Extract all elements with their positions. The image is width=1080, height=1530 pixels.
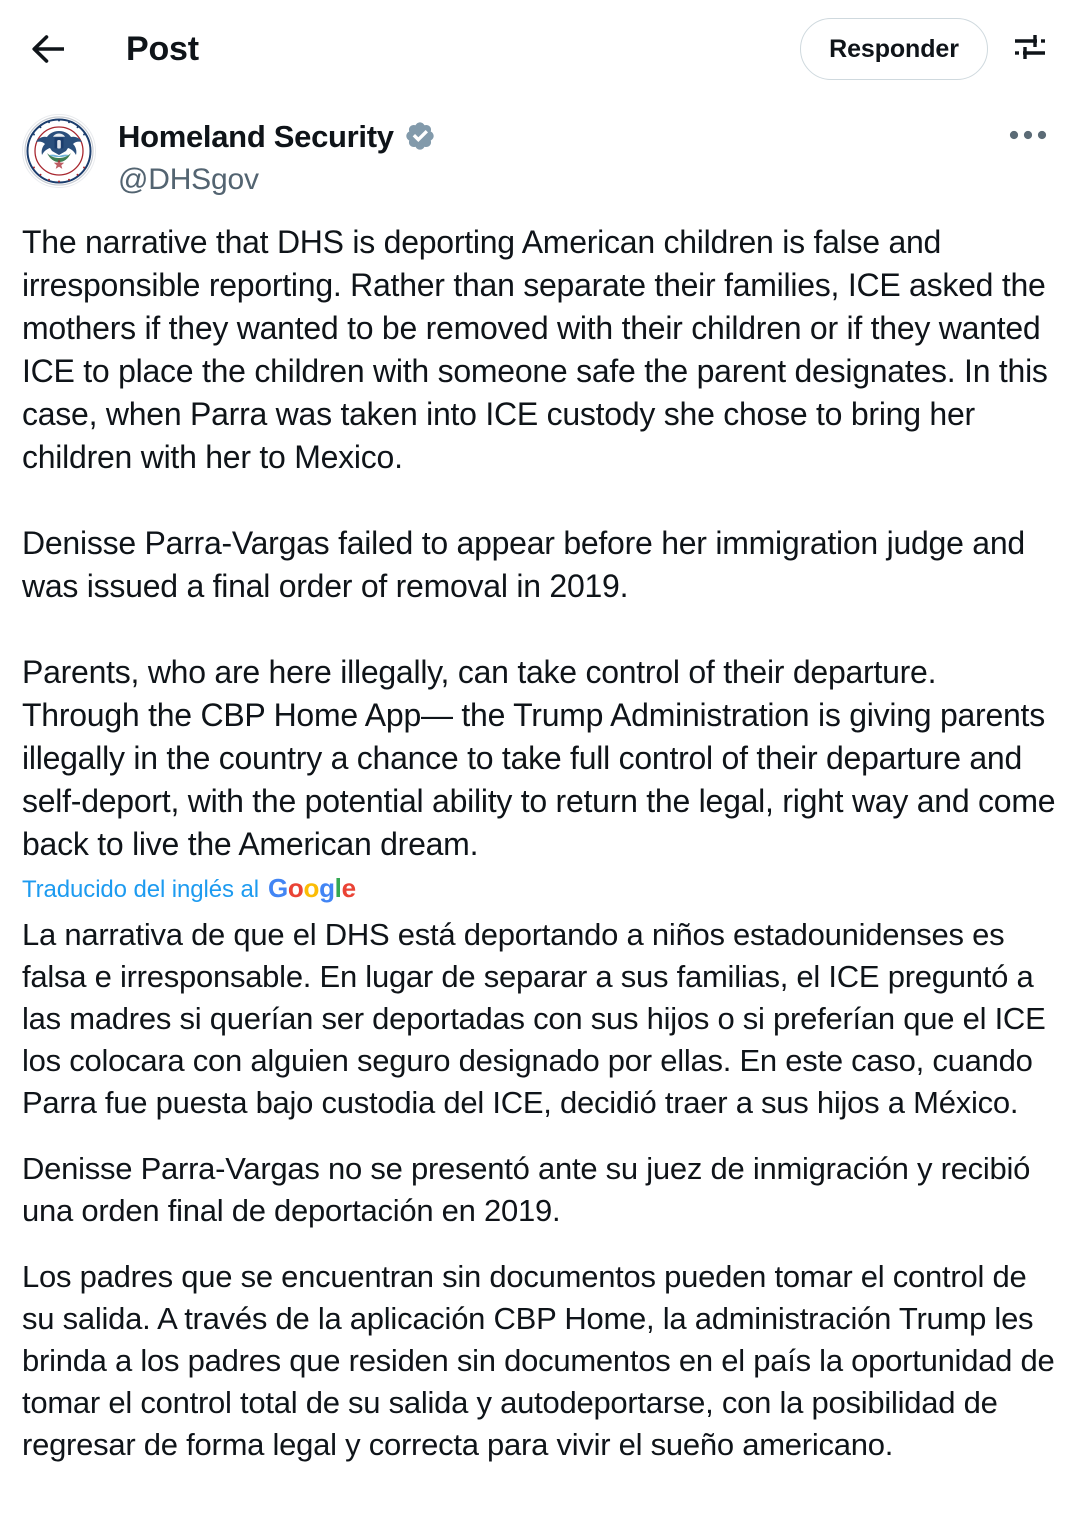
post-container [0,98,1080,1466]
translated-by-label[interactable] [22,872,1058,906]
post-paragraph: Parents, who are here illegally, can take control of their departure. Through the CBP Home App— the Trump Administration is giving parents illegally in the country a chance to take full control of their departure and self-deport, with the potential ability to return the legal, right way and come back to live the American dream. [22,654,1056,862]
google-logo-letter-2: o [303,873,320,903]
verified-badge-icon[interactable] [404,120,436,152]
translated-paragraph: Denisse Parra-Vargas no se presentó ante su juez de inmigración y recibió una orden final de deportación en 2019. [22,1151,1031,1228]
avatar[interactable] [22,114,96,188]
paragraph-gap [22,1232,1058,1256]
sliders-icon [1012,30,1048,69]
more-options-button[interactable] [998,114,1058,160]
google-logo-letter-1: o [287,873,304,903]
top-app-bar [0,0,1080,98]
page-title: Post [126,30,199,68]
translated-label-text: Traducido del inglés al [22,876,259,903]
paragraph-gap [22,608,1058,651]
post-body-translated [22,914,1058,1466]
arrow-left-icon [32,34,66,64]
google-logo-letter-4: l [334,873,342,903]
post-author-header [22,98,1058,195]
google-logo [268,872,356,904]
google-logo-letter-3: g [319,873,335,903]
translated-paragraph: Los padres que se encuentran sin documentos pueden tomar el control de su salida. A través de la aplicación CBP Home, la administración Trump les brinda a los padres que residen sin documentos en el país la oportunidad de tomar el control total de su salida y autodeportarse, con la posibilidad de regresar de forma legal y correcta para vivir el sueño americano. [22,1259,1055,1462]
reply-button[interactable]: Responder [800,18,988,80]
more-options-icon [1008,128,1048,146]
paragraph-gap [22,479,1058,522]
display-name: Homeland Security [118,118,394,154]
timeline-settings-button[interactable] [1002,21,1058,77]
author-handle[interactable]: @DHSgov [118,163,259,196]
google-logo-letter-0: G [267,873,288,903]
post-paragraph: The narrative that DHS is deporting American children is false and irresponsible reporting. Rather than separate their families, ICE asked the mothers if they wanted to be removed with their children or if they wanted ICE to place the children with someone safe the parent designates. In this case, when Parra was taken into ICE custody she chose to bring her children with her to Mexico. [22,224,1048,475]
translated-paragraph: La narrativa de que el DHS está deportando a niños estadounidenses es falsa e irresponsable. En lugar de separar a sus familias, el ICE preguntó a las madres si querían ser deportadas con sus hijos o si preferían que el ICE los colocara con alguien seguro designado por ellas. En este caso, cuando Parra fue puesta bajo custodia del ICE, decidió traer a sus hijos a México. [22,917,1046,1120]
paragraph-gap [22,1124,1058,1148]
post-paragraph: Denisse Parra-Vargas failed to appear before her immigration judge and was issued a final order of removal in 2019. [22,525,1025,604]
post-body-original [22,221,1058,866]
google-logo-letter-5: e [341,873,356,903]
back-button[interactable] [22,22,76,76]
display-name-row [118,116,436,156]
dhs-seal-icon [23,115,95,187]
author-identity [118,114,436,195]
